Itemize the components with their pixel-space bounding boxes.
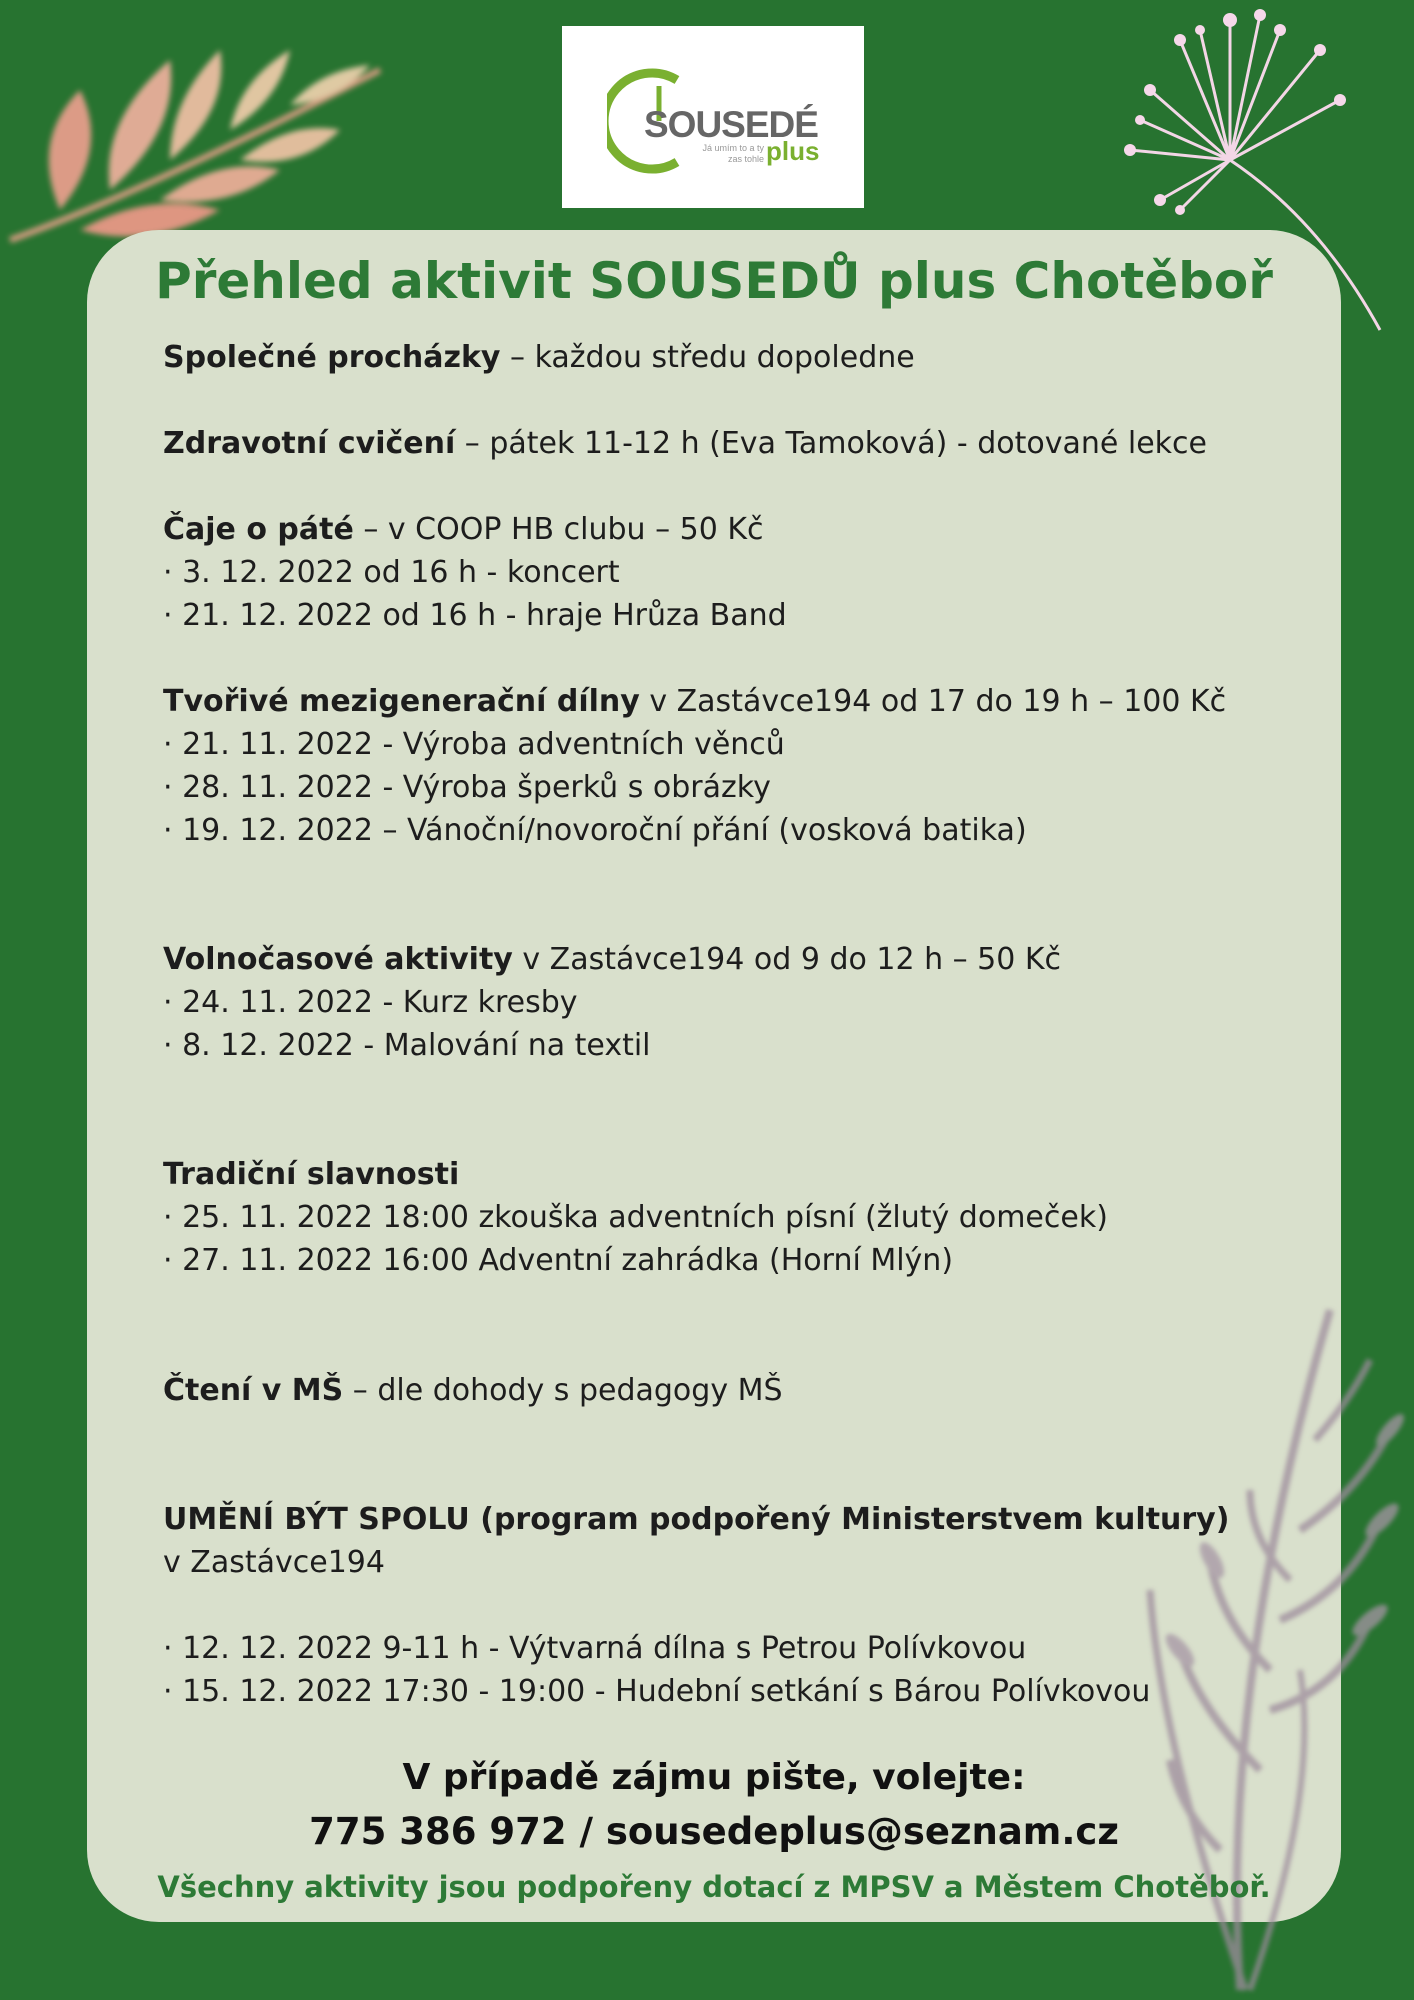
contact-heading: V případě zájmu pište, volejte: <box>402 1757 1026 1798</box>
list-item: · 3. 12. 2022 od 16 h - koncert <box>163 555 620 590</box>
section-label: Čaje o páté <box>163 512 354 547</box>
section-walks <box>163 336 1243 379</box>
contact-details: 775 386 972 / sousedeplus@seznam.cz <box>309 1810 1119 1853</box>
section-leisure <box>163 938 1243 981</box>
list-item: · 21. 12. 2022 od 16 h - hraje Hrůza Band <box>163 598 787 633</box>
section-program-location: v Zastávce194 <box>163 1545 385 1580</box>
list-item: · 25. 11. 2022 18:00 zkouška adventních písní (žlutý domeček) <box>163 1200 1108 1235</box>
section-traditions: Tradiční slavnosti <box>163 1157 460 1192</box>
section-detail: v Zastávce194 od 9 do 12 h – 50 Kč <box>512 942 1062 977</box>
section-detail: – každou středu dopoledne <box>500 340 915 375</box>
section-detail: – v COOP HB clubu – 50 Kč <box>353 512 764 547</box>
page-title: Přehled aktivit SOUSEDŮ plus Chotěboř <box>155 252 1273 310</box>
list-item: · 8. 12. 2022 - Malování na textil <box>163 1028 651 1063</box>
section-label: Společné procházky <box>163 340 501 375</box>
section-label: Čtení v MŠ <box>163 1373 344 1408</box>
logo-tagline: Já umím to a ty zas tohle <box>702 143 764 164</box>
list-item: · 28. 11. 2022 - Výroba šperků s obrázky <box>163 770 771 805</box>
logo-brand-text: SOUSEDÉ <box>644 104 818 145</box>
section-detail: – dle dohody s pedagogy MŠ <box>343 1373 783 1408</box>
list-item: · 21. 11. 2022 - Výroba adventních věnců <box>163 727 785 762</box>
list-item: · 19. 12. 2022 – Vánoční/novoroční přání (vosková batika) <box>163 813 1027 848</box>
list-item: · 15. 12. 2022 17:30 - 19:00 - Hudební setkání s Bárou Polívkovou <box>163 1674 1151 1709</box>
logo-plus-text: plus <box>766 136 820 166</box>
activities-list <box>163 336 1243 1713</box>
section-tea <box>163 508 1243 551</box>
section-label: Zdravotní cvičení <box>163 426 456 461</box>
section-program: UMĚNÍ BÝT SPOLU (program podpořený Ministerstvem kultury) <box>163 1502 1230 1537</box>
section-detail: v Zastávce194 od 17 do 19 h – 100 Kč <box>639 684 1227 719</box>
list-item: · 12. 12. 2022 9-11 h - Výtvarná dílna s Petrou Polívkovou <box>163 1631 1027 1666</box>
section-workshops <box>163 680 1243 723</box>
section-label: Tvořivé mezigenerační dílny <box>163 684 640 719</box>
section-reading <box>163 1369 1243 1412</box>
section-exercise <box>163 422 1243 465</box>
section-label: Volnočasové aktivity <box>163 942 513 977</box>
funding-footer: Všechny aktivity jsou podpořeny dotací z MPSV a Městem Chotěboř. <box>157 1870 1271 1904</box>
list-item: · 27. 11. 2022 16:00 Adventní zahrádka (Horní Mlýn) <box>163 1243 954 1278</box>
section-detail: – pátek 11-12 h (Eva Tamoková) - dotované lekce <box>455 426 1207 461</box>
list-item: · 24. 11. 2022 - Kurz kresby <box>163 985 578 1020</box>
sousede-plus-logo <box>562 26 864 208</box>
